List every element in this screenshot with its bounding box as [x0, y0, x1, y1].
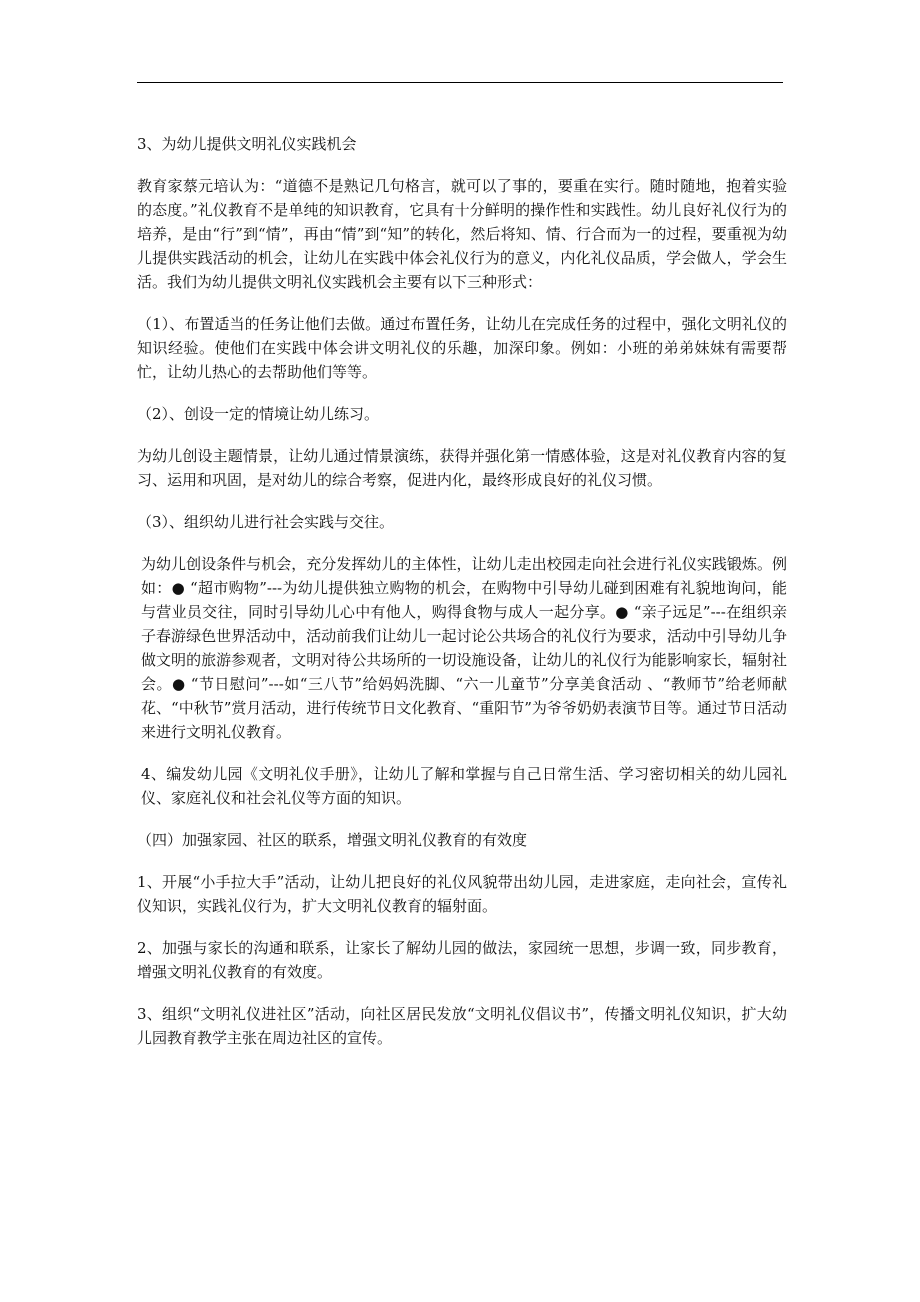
paragraph-form-1: （1）、布置适当的任务让他们去做。通过布置任务，让幼儿在完成任务的过程中，强化文明礼仪的知识经验。使他们在实践中体会讲文明礼仪的乐趣，加深印象。例如：小班的弟弟妹妹有需要帮忙，让幼儿热心的去帮助他们等等。 — [137, 315, 787, 381]
section-heading-4: （四）加强家园、社区的联系，增强文明礼仪教育的有效度 — [137, 831, 528, 849]
paragraph-item-2: 2、加强与家长的沟通和联系，让家长了解幼儿园的做法，家园统一思想，步调一致，同步教育，增强文明礼仪教育的有效度。 — [137, 939, 787, 981]
section-heading-3: 3、为幼儿提供文明礼仪实践机会 — [137, 135, 357, 153]
paragraph-item-1: 1、开展“小手拉大手”活动，让幼儿把良好的礼仪风貌带出幼儿园，走进家庭，走向社会，宣传礼仪知识，实践礼仪行为，扩大文明礼仪教育的辐射面。 — [137, 873, 787, 915]
paragraph-item-3: 3、组织“文明礼仪进社区”活动，向社区居民发放“文明礼仪倡议书”，传播文明礼仪知识，扩大幼儿园教育教学主张在周边社区的宣传。 — [137, 1005, 787, 1047]
paragraph-form-3-body: 为幼儿创设条件与机会，充分发挥幼儿的主体性，让幼儿走出校园走向社会进行礼仪实践锻炼。例如：● “超市购物”---为幼儿提供独立购物的机会，在购物中引导幼儿碰到困难有礼貌地询问，能与营业员交往，同时引导幼儿心中有他人，购得食物与成人一起分享。● “亲子远足”---在组织亲子春游绿色世界活动中，活动前我们让幼儿一起讨论公共场合的礼仪行为要求，活动中引导幼儿争做文明的旅游参观者，文明对待公共场所的一切设施设备，让幼儿的礼仪行为能影响家长，辐射社会。● “节日慰问”---如“三八节”给妈妈洗脚、“六一儿童节”分享美食活动 、“教师节”给老师献花、“中秋节”赏月活动，进行传统节日文化教育、“重阳节”为爷爷奶奶表演节目等。通过节日活动来进行文明礼仪教育。 — [141, 555, 787, 741]
paragraph-cai-yuanpei: 教育家蔡元培认为：“道德不是熟记几句格言，就可以了事的，要重在实行。随时随地，抱着实验的态度。”礼仪教育不是单纯的知识教育，它具有十分鲜明的操作性和实践性。幼儿良好礼仪行为的培养，是由“行”到“情”，再由“情”到“知”的转化，然后将知、情、行合而为一的过程，要重视为幼儿提供实践活动的机会，让幼儿在实践中体会礼仪行为的意义，内化礼仪品质，学会做人，学会生活。我们为幼儿提供文明礼仪实践机会主要有以下三种形式： — [137, 177, 787, 291]
document-body — [137, 132, 787, 1050]
header-rule — [137, 82, 783, 83]
paragraph-form-2-heading: （2）、创设一定的情境让幼儿练习。 — [137, 405, 380, 423]
paragraph-form-2-body: 为幼儿创设主题情景，让幼儿通过情景演练，获得并强化第一情感体验，这是对礼仪教育内容的复习、运用和巩固，是对幼儿的综合考察，促进内化，最终形成良好的礼仪习惯。 — [137, 447, 787, 489]
paragraph-form-3-heading: （3）、组织幼儿进行社会实践与交往。 — [137, 513, 395, 531]
paragraph-handbook: 4、编发幼儿园《文明礼仪手册》，让幼儿了解和掌握与自己日常生活、学习密切相关的幼儿园礼仪、家庭礼仪和社会礼仪等方面的知识。 — [141, 765, 787, 807]
